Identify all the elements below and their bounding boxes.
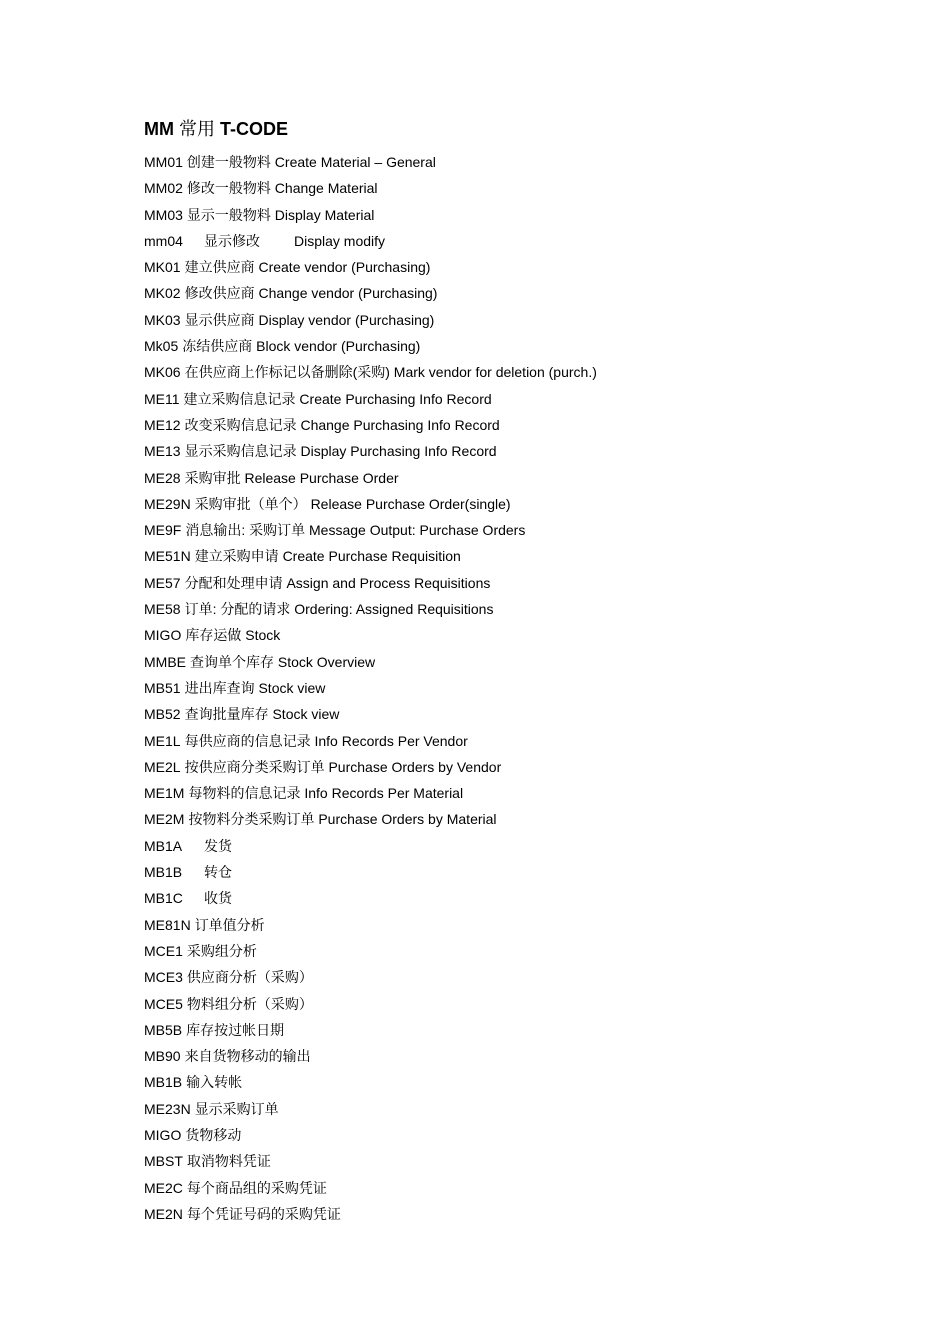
- tcode: MB1C: [144, 890, 183, 907]
- list-item: [144, 491, 597, 517]
- tcode-description: 分配和处理申请 Assign and Process Requisitions: [184, 574, 491, 591]
- list-item: [144, 806, 597, 832]
- list-item: [144, 228, 597, 254]
- tcode: ME2C: [144, 1179, 183, 1196]
- tcode-description: 货物移动: [185, 1126, 242, 1143]
- tcode-description: 供应商分析（采购）: [186, 969, 313, 986]
- tcode: ME1L: [144, 732, 181, 749]
- tcode-description: 显示一般物料 Display Material: [186, 206, 375, 223]
- title-middle: 常用: [179, 119, 216, 140]
- list-item: [144, 1122, 597, 1148]
- list-item: [144, 517, 597, 543]
- list-item: [144, 149, 597, 175]
- list-item: [144, 1017, 597, 1043]
- tcode: MM03: [144, 206, 183, 223]
- list-item: [144, 780, 597, 806]
- tcode: MB51: [144, 679, 181, 696]
- tcode-description: 查询单个库存 Stock Overview: [190, 653, 376, 670]
- tcode: ME2M: [144, 811, 185, 828]
- list-item: [144, 359, 597, 385]
- tcode-description: 显示修改: [204, 232, 260, 249]
- list-item: [144, 1175, 597, 1201]
- tcode: ME81N: [144, 916, 191, 933]
- list-item: [144, 859, 597, 885]
- page-title: [144, 117, 288, 142]
- list-item: [144, 1201, 597, 1227]
- list-item: [144, 202, 597, 228]
- tcode-description: 来自货物移动的输出: [184, 1048, 311, 1065]
- tcode-description: 物料组分析（采购）: [186, 995, 313, 1012]
- tcode-description: 采购组分析: [186, 942, 257, 959]
- tcode: ME29N: [144, 495, 191, 512]
- tcode-description: 收货: [204, 890, 232, 907]
- tcode-description: 修改一般物料 Change Material: [186, 180, 378, 197]
- title-suffix: T-CODE: [220, 119, 289, 139]
- tcode-description: 发货: [204, 837, 232, 854]
- tcode: MCE5: [144, 995, 183, 1012]
- tcode: MB5B: [144, 1021, 183, 1038]
- list-item: [144, 1043, 597, 1069]
- tcode-description: 订单: 分配的请求 Ordering: Assigned Requisitions: [184, 601, 494, 618]
- list-item: [144, 701, 597, 727]
- tcode: MM01: [144, 154, 183, 170]
- tcode: MMBE: [144, 653, 186, 670]
- tcode-description: 每个商品组的采购凭证: [186, 1179, 327, 1196]
- tcode: ME12: [144, 416, 181, 433]
- list-item: [144, 465, 597, 491]
- list-item: [144, 386, 597, 412]
- tcode: MM02: [144, 180, 183, 197]
- tcode-description: 显示供应商 Display vendor (Purchasing): [184, 311, 435, 328]
- tcode-description: 每物料的信息记录 Info Records Per Material: [188, 785, 464, 802]
- list-item: [144, 964, 597, 990]
- tcode-description: 显示采购信息记录 Display Purchasing Info Record: [184, 443, 497, 460]
- tcode-description: 冻结供应商 Block vendor (Purchasing): [182, 338, 421, 355]
- tcode: MB1B: [144, 1074, 183, 1091]
- list-item: [144, 938, 597, 964]
- tcode: Mk05: [144, 338, 179, 355]
- list-item: [144, 412, 597, 438]
- list-item: [144, 833, 597, 859]
- list-item: [144, 728, 597, 754]
- tcode: MB90: [144, 1048, 181, 1065]
- list-item: [144, 307, 597, 333]
- tcode: MIGO: [144, 627, 182, 644]
- list-item: [144, 622, 597, 648]
- list-item: [144, 649, 597, 675]
- list-item: [144, 438, 597, 464]
- tcode-description: 按物料分类采购订单 Purchase Orders by Material: [188, 811, 497, 828]
- tcode: MCE1: [144, 942, 183, 959]
- list-item: [144, 254, 597, 280]
- tcode: MB1B: [144, 864, 183, 881]
- tcode: MB1A: [144, 837, 183, 854]
- tcode-description: 建立采购申请 Create Purchase Requisition: [194, 548, 461, 565]
- tcode: MB52: [144, 706, 181, 723]
- tcode: MK01: [144, 259, 181, 276]
- list-item: [144, 1148, 597, 1174]
- list-item: [144, 543, 597, 569]
- list-item: [144, 675, 597, 701]
- tcode: ME28: [144, 469, 181, 486]
- tcode: MK03: [144, 311, 181, 328]
- tcode: MBST: [144, 1153, 183, 1170]
- tcode-description: 输入转帐: [186, 1074, 243, 1091]
- list-item: [144, 175, 597, 201]
- title-prefix: MM: [144, 119, 174, 139]
- tcode-description: 每供应商的信息记录 Info Records Per Vendor: [184, 732, 468, 749]
- tcode: ME1M: [144, 785, 185, 802]
- tcode-description: 改变采购信息记录 Change Purchasing Info Record: [184, 416, 500, 433]
- tcode: MIGO: [144, 1126, 182, 1143]
- tcode-list: [144, 149, 597, 1227]
- tcode: MK02: [144, 285, 181, 302]
- tcode-description: 在供应商上作标记以备删除(采购) Mark vendor for deletion (purch.): [184, 364, 597, 381]
- list-item: [144, 333, 597, 359]
- list-item: [144, 596, 597, 622]
- tcode: ME11: [144, 390, 180, 407]
- tcode-description: 采购审批（单个） Release Purchase Order(single): [194, 495, 511, 512]
- tcode-description: 修改供应商 Change vendor (Purchasing): [184, 285, 438, 302]
- tcode: ME57: [144, 574, 181, 591]
- tcode-description: 取消物料凭证: [186, 1153, 271, 1170]
- tcode: ME2N: [144, 1205, 183, 1222]
- tcode-description: 查询批量库存 Stock view: [184, 706, 340, 723]
- tcode: mm04: [144, 232, 183, 249]
- tcode-description: 创建一般物料 Create Material – General: [186, 154, 436, 170]
- tcode: ME58: [144, 601, 181, 618]
- list-item: [144, 1096, 597, 1122]
- tcode-description: 库存运做 Stock: [185, 627, 281, 644]
- tcode-description: 每个凭证号码的采购凭证: [186, 1205, 341, 1222]
- tcode-description-english: Display modify: [294, 232, 386, 249]
- list-item: [144, 570, 597, 596]
- tcode: ME23N: [144, 1100, 191, 1117]
- tcode: ME51N: [144, 548, 191, 565]
- tcode-description: 采购审批 Release Purchase Order: [184, 469, 399, 486]
- tcode-description: 建立供应商 Create vendor (Purchasing): [184, 259, 431, 276]
- list-item: [144, 1069, 597, 1095]
- tcode-description: 建立采购信息记录 Create Purchasing Info Record: [183, 390, 492, 407]
- tcode-description: 库存按过帐日期: [186, 1021, 285, 1038]
- tcode-description: 订单值分析: [194, 916, 265, 933]
- tcode: MCE3: [144, 969, 183, 986]
- list-item: [144, 885, 597, 911]
- tcode: ME13: [144, 443, 181, 460]
- tcode-description: 按供应商分类采购订单 Purchase Orders by Vendor: [184, 758, 502, 775]
- list-item: [144, 754, 597, 780]
- tcode-description: 消息输出: 采购订单 Message Output: Purchase Orders: [185, 522, 526, 539]
- tcode: MK06: [144, 364, 181, 381]
- list-item: [144, 991, 597, 1017]
- tcode-description: 显示采购订单: [194, 1100, 279, 1117]
- list-item: [144, 280, 597, 306]
- tcode-description: 转仓: [204, 864, 232, 881]
- tcode: ME2L: [144, 758, 181, 775]
- tcode: ME9F: [144, 522, 182, 539]
- list-item: [144, 912, 597, 938]
- tcode-description: 进出库查询 Stock view: [184, 679, 326, 696]
